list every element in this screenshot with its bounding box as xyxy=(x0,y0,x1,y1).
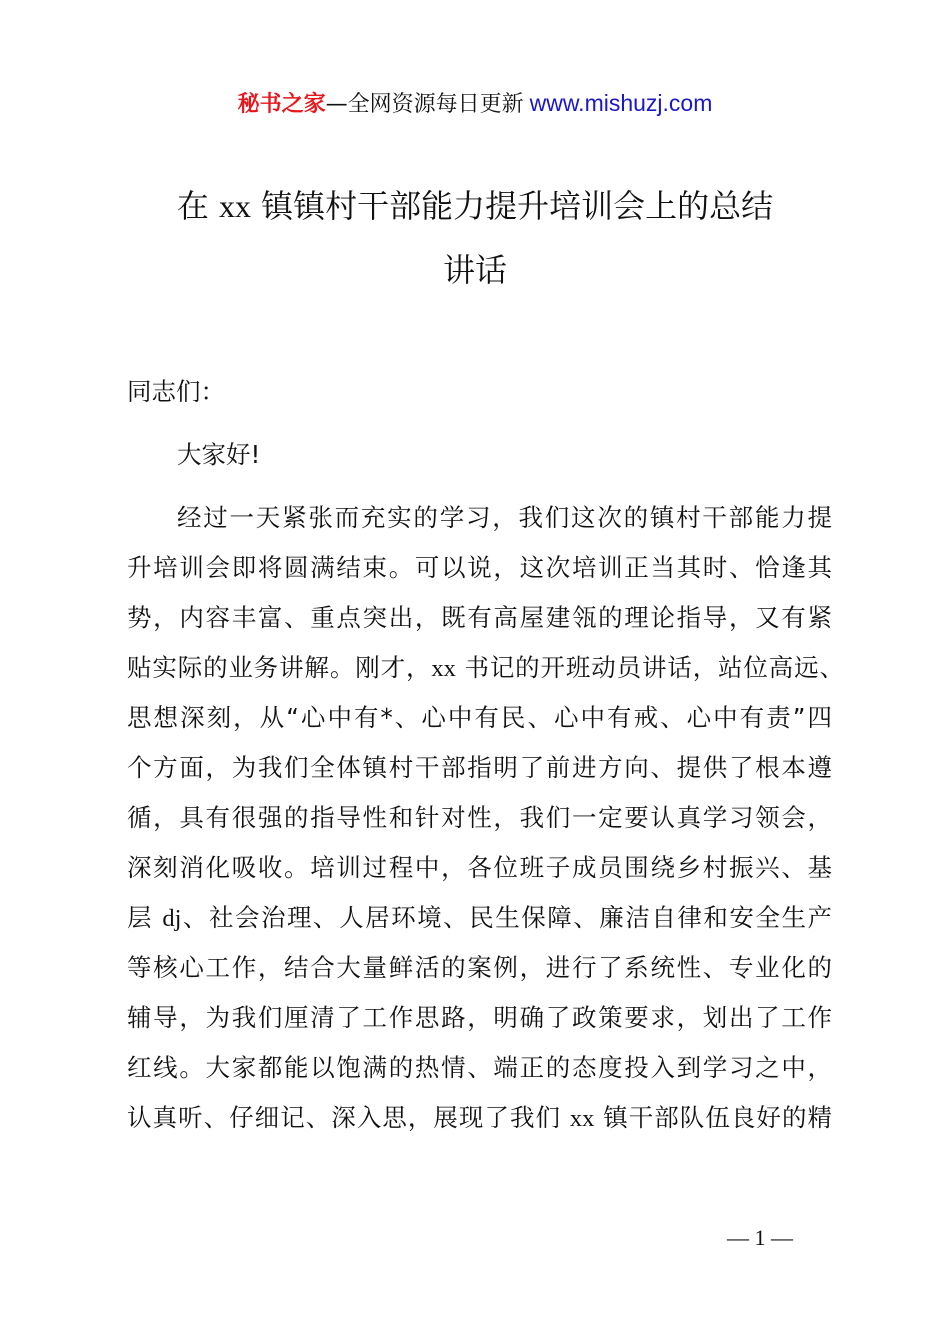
body-line: 升培训会即将圆满结束。可以说，这次培训正当其时、恰逢其 xyxy=(127,553,832,582)
document-title-line-1: 在 xx 镇镇村干部能力提升培训会上的总结 xyxy=(176,187,774,225)
body-line: 认真听、仔细记、深入思，展现了我们 xx 镇干部队伍良好的精 xyxy=(127,1103,832,1132)
greeting: 大家好! xyxy=(177,440,261,469)
body-line: 思想深刻，从“心中有*、心中有民、心中有戒、心中有责”四 xyxy=(127,703,832,732)
body-line: 辅导，为我们厘清了工作思路，明确了政策要求，划出了工作 xyxy=(127,1003,832,1032)
body-line: 势，内容丰富、重点突出，既有高屋建瓴的理论指导，又有紧 xyxy=(127,603,832,632)
body-line: 红线。大家都能以饱满的热情、端正的态度投入到学习之中， xyxy=(127,1053,832,1082)
header-slogan: —全网资源每日更新 xyxy=(325,92,524,117)
salutation: 同志们： xyxy=(127,377,225,406)
body-line: 个方面，为我们全体镇村干部指明了前进方向、提供了根本遵 xyxy=(127,753,832,782)
page-number: — 1 — xyxy=(727,1225,793,1250)
body-line: 等核心工作，结合大量鲜活的案例，进行了系统性、专业化的 xyxy=(127,953,832,982)
brand-name: 秘书之家 xyxy=(237,92,326,117)
site-header xyxy=(0,88,950,120)
site-url-link[interactable]: www.mishuzj.com xyxy=(529,90,713,116)
body-line: 层 dj、社会治理、人居环境、民生保障、廉洁自律和安全生产 xyxy=(127,903,832,932)
body-line: 贴实际的业务讲解。刚才，xx 书记的开班动员讲话，站位高远、 xyxy=(127,653,844,682)
body-line: 循，具有很强的指导性和针对性，我们一定要认真学习领会， xyxy=(127,803,832,832)
body-line: 经过一天紧张而充实的学习，我们这次的镇村干部能力提 xyxy=(177,503,832,532)
document-title-line-2: 讲话 xyxy=(442,251,507,289)
body-line: 深刻消化吸收。培训过程中，各位班子成员围绕乡村振兴、基 xyxy=(127,853,832,882)
